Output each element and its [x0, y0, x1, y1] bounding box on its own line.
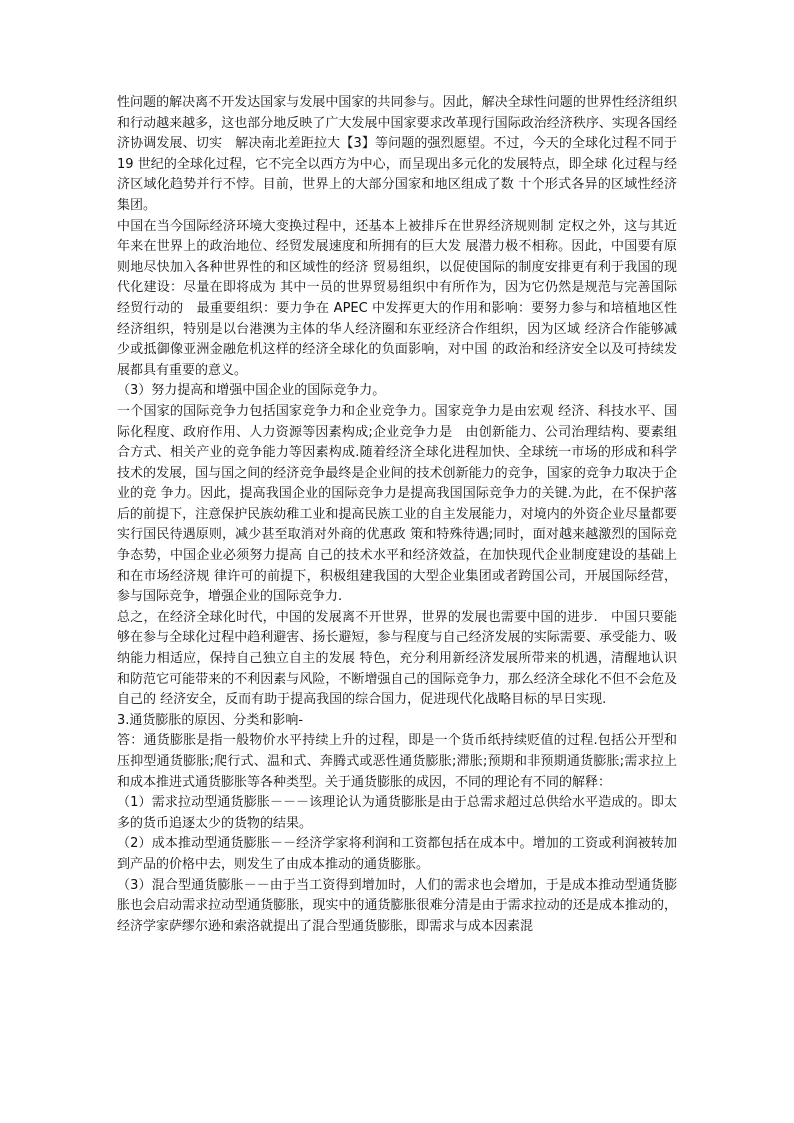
paragraph-inflation-definition: 答：通货膨胀是指一般物价水平持续上升的过程，即是一个货币纸持续贬值的过程.包括公开型和压抑型通货膨胀;爬行式、温和式、奔腾式或恶性通货膨胀;滞胀;预期和非预期通货膨胀;需求拉上和成本推进式通货膨胀等各种类型。关于通货膨胀的成因，不同的理论有不同的解释：: [117, 733, 677, 790]
paragraph-national-competitiveness: 一个国家的国际竞争力包括国家竞争力和企业竞争力。国家竞争力是由宏观 经济、科技水平、国际化程度、政府作用、人力资源等因素构成;企业竞争力是 由创新能力、公司治理结构、要素组合方式、相关产业的竞争能力等因素构成.随着经济全球化进程加快、全球统一市场的形成和科学技术的发展，国与国之间的经济竞争最终是企业间的技术创新能力的竞争，国家的竞争力取决于企业的竞 争力。因此，提高我国企业的国际竞争力是提高我国国际竞争力的关键.为此，在不保护落后的前提下，注意保护民族幼稚工业和提高民族工业的自主发展能力，对境内的外资企业尽量都要实行国民待遇原则，减少甚至取消对外商的优惠政 策和特殊待遇;同时，面对越来越激烈的国际竞争态势，中国企业必须努力提高 自己的技术水平和经济效益，在加快现代企业制度建设的基础上和在市场经济规 律许可的前提下，积极组建我国的大型企业集团或者跨国公司，开展国际经营，参与国际竞争，增强企业的国际竞争力.: [117, 403, 677, 605]
paragraph-conclusion: 总之，在经济全球化时代，中国的发展离不开世界，世界的发展也需要中国的进步. 中国只要能够在参与全球化过程中趋利避害、扬长避短，参与程度与自己经济发展的实际需要、承受能力、吸纳能力相适应，保持自己独立自主的发展 特色，充分利用新经济发展所带来的机遇，清醒地认识和防范它可能带来的不利因素与风险，不断增强自己的国际竞争力，那么经济全球化不但不会危及自己的 经济安全，反而有助于提高我国的综合国力，促进现代化战略目标的早日实现.: [117, 609, 677, 708]
document-page: [117, 93, 677, 937]
paragraph-mixed-inflation: （3）混合型通货膨胀－－由于当工资得到增加时，人们的需求也会增加，于是成本推动型通货膨胀也会启动需求拉动型通货膨胀，现实中的通货膨胀很难分清是由于需求拉动的还是成本推动的，经济学家萨缪尔逊和索洛就提出了混合型通货膨胀，即需求与成本因素混: [117, 877, 677, 934]
paragraph-cost-push-inflation: （2）成本推动型通货膨胀－－经济学家将利润和工资都包括在成本中。增加的工资或利润被转加到产品的价格中去，则发生了由成本推动的通货膨胀。: [117, 836, 677, 872]
paragraph-demand-pull-inflation: （1）需求拉动型通货膨胀－－－该理论认为通货膨胀是由于总需求超过总供给水平造成的。即太多的货币追逐太少的货物的结果。: [117, 795, 677, 831]
question-heading-inflation: 3.通货膨胀的原因、分类和影响-: [117, 712, 304, 728]
paragraph-heading-enterprise-competitiveness: （3）努力提高和增强中国企业的国际竞争力。: [117, 383, 386, 399]
paragraph-global-issues: 性问题的解决离不开发达国家与发展中国家的共同参与。因此，解决全球性问题的世界性经济组织和行动越来越多，这也部分地反映了广大发展中国家要求改革现行国际政治经济秩序、实现各国经济协调发展、切实 解决南北差距拉大【3】等问题的强烈愿望。不过，今天的全球化过程不同于 19 世纪的全球化过程，它不完全以西方为中心，而呈现出多元化的发展特点，即全球 化过程与经济区域化趋势并行不悖。目前，世界上的大部分国家和地区组成了数 十个形式各异的区域性经济集团。: [117, 95, 677, 213]
paragraph-china-economic-rules: 中国在当今国际经济环境大变换过程中，还基本上被排斥在世界经济规则制 定权之外，这与其近年来在世界上的政治地位、经贸发展速度和所拥有的巨大发 展潜力极不相称。因此，中国要有原则地尽快加入各种世界性的和区域性的经济 贸易组织，以促使国际的制度安排更有利于我国的现代化建设：尽量在即将成为 其中一员的世界贸易组织中有所作为，因为它仍然是规范与完善国际经贸行动的 最重要组织：要力争在 APEC 中发挥更大的作用和影响：要努力参与和培植地区性 经济组织，特别是以台港澳为主体的华人经济圈和东亚经济合作组织，因为区域 经济合作能够减少或抵御像亚洲金融危机这样的经济全球化的负面影响，对中国 的政治和经济安全以及可持续发展都具有重要的意义。: [117, 218, 677, 378]
